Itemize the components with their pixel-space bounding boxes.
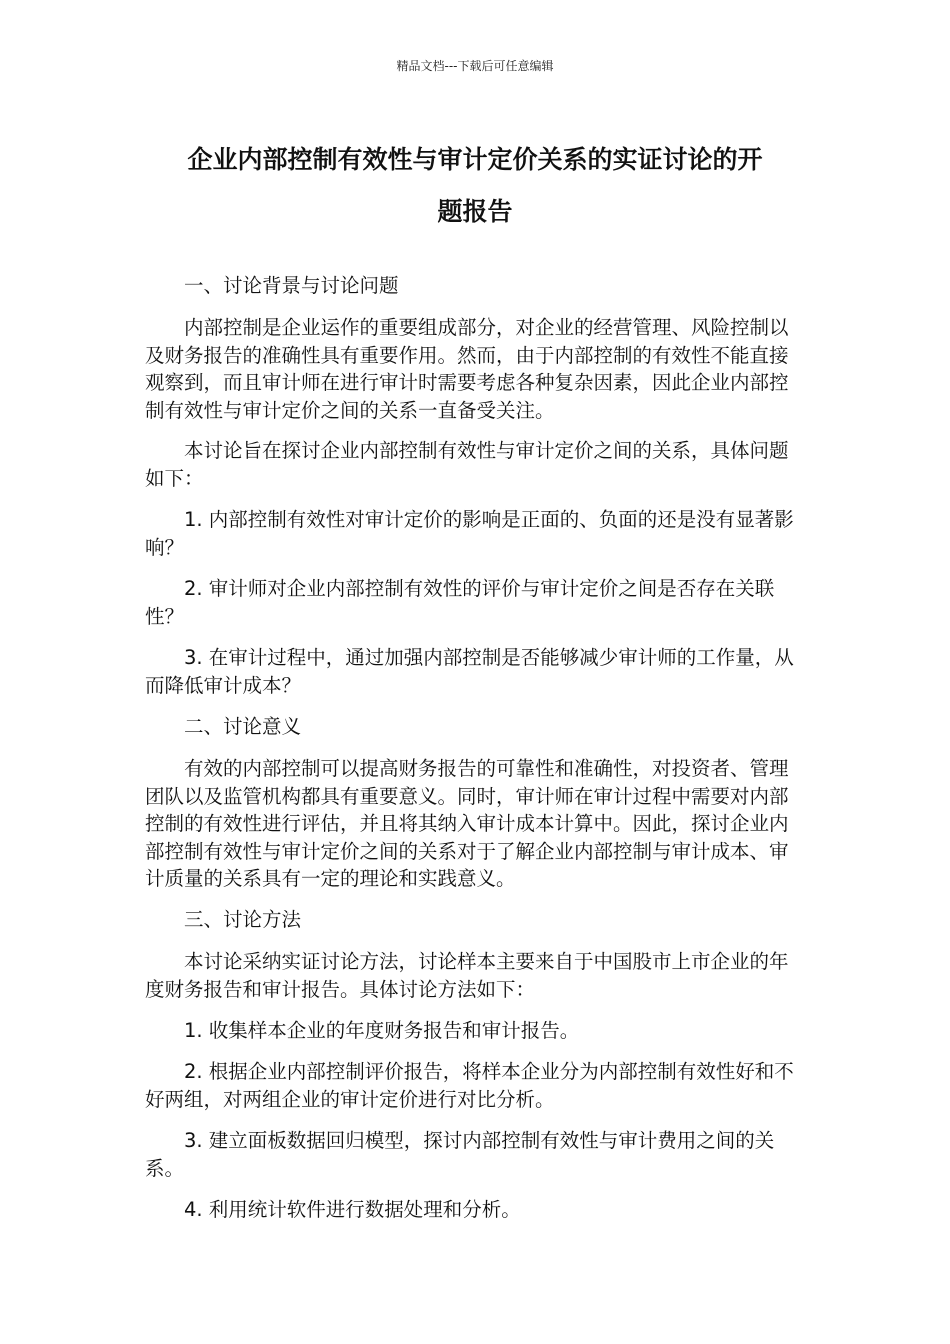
title-line-1: 企业内部控制有效性与审计定价关系的实证讨论的开 (187, 145, 763, 174)
title-line-2: 题报告 (437, 197, 513, 226)
section-heading-significance: 二、讨论意义 (184, 715, 302, 738)
section-heading-method: 三、讨论方法 (184, 908, 302, 931)
section-heading-background: 一、讨论背景与讨论问题 (184, 274, 399, 297)
method-item-2: 2. 根据企业内部控制评价报告，将样本企业分为内部控制有效性好和不好两组，对两组企业的审计定价进行对比分析。 (145, 1060, 794, 1111)
paragraph-significance: 有效的内部控制可以提高财务报告的可靠性和准确性，对投资者、管理团队以及监管机构都具有重要意义。同时，审计师在审计过程中需要对内部控制的有效性进行评估，并且将其纳入审计成本计算中。因此，探讨企业内部控制有效性与审计定价之间的关系对于了解企业内部控制与审计成本、审计质量的关系具有一定的理论和实践意义。 (145, 757, 789, 890)
method-item-1: 1. 收集样本企业的年度财务报告和审计报告。 (184, 1019, 580, 1042)
paragraph-research-aim: 本讨论旨在探讨企业内部控制有效性与审计定价之间的关系，具体问题如下： (145, 439, 789, 490)
question-item-2: 2. 审计师对企业内部控制有效性的评价与审计定价之间是否存在关联性？ (145, 577, 775, 628)
method-item-4: 4. 利用统计软件进行数据处理和分析。 (184, 1198, 521, 1221)
question-item-3: 3. 在审计过程中，通过加强内部控制是否能够减少审计师的工作量，从而降低审计成本？ (145, 646, 794, 697)
method-item-3: 3. 建立面板数据回归模型，探讨内部控制有效性与审计费用之间的关系。 (145, 1129, 775, 1180)
paragraph-background: 内部控制是企业运作的重要组成部分，对企业的经营管理、风险控制以及财务报告的准确性具有重要作用。然而，由于内部控制的有效性不能直接观察到，而且审计师在进行审计时需要考虑各种复杂因素，因此企业内部控制有效性与审计定价之间的关系一直备受关注。 (145, 316, 789, 422)
paragraph-method: 本讨论采纳实证讨论方法，讨论样本主要来自于中国股市上市企业的年度财务报告和审计报告。具体讨论方法如下： (145, 950, 789, 1001)
question-item-1: 1. 内部控制有效性对审计定价的影响是正面的、负面的还是没有显著影响？ (145, 508, 794, 559)
page-header: 精品文档---下载后可任意编辑 (396, 59, 554, 73)
document-title (130, 134, 820, 238)
